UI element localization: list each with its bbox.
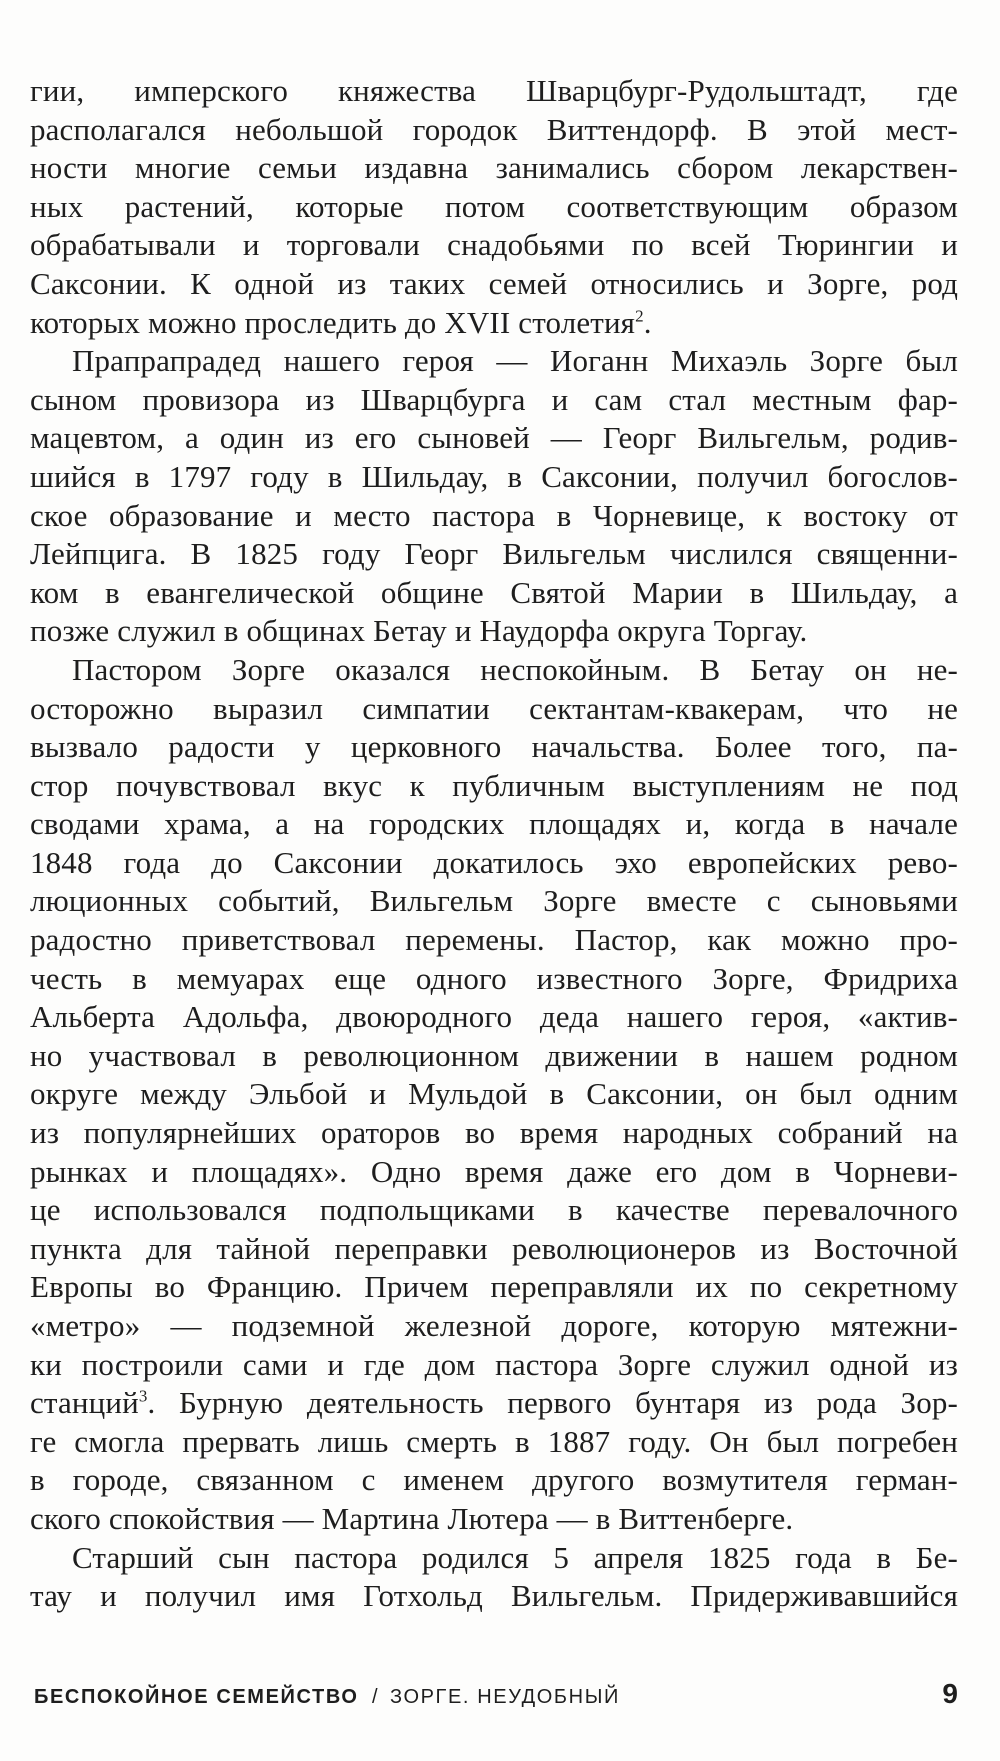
footnote-ref[interactable]: 2 <box>635 306 644 326</box>
text-line: гии, имперского княжества Шварцбург-Рудольштадт, где <box>30 73 958 108</box>
text-line: ных растений, которые потом соответствующим образом <box>30 188 958 224</box>
text-line: округе между Эльбой и Мульдой в Саксонии, он был одним <box>30 1076 958 1112</box>
text-line: позже служил в общинах Бетау и Наудорфа округа Торгау. <box>30 613 808 649</box>
footer-separator: / <box>372 1686 380 1708</box>
text-line: Пастором Зорге оказался неспокойным. В Бетау он не- <box>72 651 958 687</box>
text-line-tail: . Бурную деятельность первого бунтаря из рода Зор- <box>147 1385 958 1421</box>
text-line: Саксонии. К одной из таких семей относились и Зорге, род <box>30 265 958 301</box>
paragraph-1 <box>30 72 958 342</box>
text-line: Лейпцига. В 1825 году Георг Вильгельм числился священни- <box>30 536 958 572</box>
text-line <box>30 304 958 343</box>
text-line: радостно приветствовал перемены. Пастор, как можно про- <box>30 922 958 958</box>
text-line: вызвало радости у церковного начальства. Более того, па- <box>30 729 958 765</box>
text-line: из популярнейших ораторов во время народных собраний на <box>30 1115 958 1151</box>
text-line: ности многие семьи издавна занимались сбором лекарствен- <box>30 150 958 186</box>
text-line: «метро» — подземной железной дороге, которую мятежни- <box>30 1308 958 1343</box>
text-line <box>30 1384 958 1423</box>
page-body-text <box>30 72 958 1616</box>
paragraph-4 <box>30 1539 958 1616</box>
text-line: тау и получил имя Готхольд Вильгельм. Придерживавшийся <box>30 1578 958 1614</box>
text-line: сыном провизора из Шварцбурга и сам стал местным фар- <box>30 381 958 417</box>
text-line-tail: . <box>643 304 652 340</box>
text-line: це использовался подпольщиками в качестве перевалочного <box>30 1192 958 1228</box>
footnote-ref[interactable]: 3 <box>138 1386 148 1406</box>
paragraph-3 <box>30 651 958 1539</box>
text-line: шийся в 1797 году в Шильдау, в Саксонии, получил богослов- <box>30 458 958 494</box>
paragraph-2 <box>30 342 958 651</box>
text-line: ского спокойствия — Мартина Лютера — в Виттенберге. <box>30 1500 794 1536</box>
text-line: но участвовал в революционном движении в нашем родном <box>30 1037 958 1073</box>
text-line: честь в мемуарах еще одного известного Зорге, Фридриха <box>30 960 958 996</box>
text-line: пункта для тайной переправки революционеров из Восточной <box>30 1230 958 1266</box>
text-line: обрабатывали и торговали снадобьями по всей Тюрингии и <box>30 227 958 263</box>
text-line: ком в евангелической общине Святой Марии в Шильдау, а <box>30 574 958 610</box>
running-book-title: ЗОРГЕ. НЕУДОБНЫЙ <box>390 1686 620 1708</box>
text-line: мацевтом, а один из его сыновей — Георг Вильгельм, родив- <box>30 420 958 456</box>
text-line: осторожно выразил симпатии сектантам-квакерам, что не <box>30 690 958 726</box>
text-line: располагался небольшой городок Виттендорф. В этой мест- <box>30 111 958 147</box>
text-line-content: станций <box>30 1385 139 1421</box>
text-line-content: которых можно проследить до XVII столетия <box>30 304 636 340</box>
text-line: люционных событий, Вильгельм Зорге вместе с сыновьями <box>30 883 958 919</box>
text-line: рынках и площадях». Одно время даже его дом в Чорневи- <box>30 1153 958 1189</box>
page-footer <box>34 1678 958 1718</box>
text-line: ге смогла прервать лишь смерть в 1887 году. Он был погребен <box>30 1423 958 1459</box>
text-line: ки построили сами и где дом пастора Зорге служил одной из <box>30 1346 958 1382</box>
text-line: в городе, связанном с именем другого возмутителя герман- <box>30 1462 958 1498</box>
text-line: Альберта Адольфа, двоюродного деда нашего героя, «актив- <box>30 999 958 1035</box>
text-line: стор почувствовал вкус к публичным выступлениям не под <box>30 767 958 803</box>
text-line: ское образование и место пастора в Чорневице, к востоку от <box>30 497 958 533</box>
text-line: Прапрапрадед нашего героя — Иоганн Михаэль Зорге был <box>72 343 958 379</box>
text-line: 1848 года до Саксонии докатилось эхо европейских рево- <box>30 844 958 880</box>
text-line: сводами храма, а на городских площадях и, когда в начале <box>30 806 958 842</box>
page-number: 9 <box>942 1678 958 1709</box>
text-line: Старший сын пастора родился 5 апреля 1825 года в Бе- <box>72 1539 958 1575</box>
running-section-title: БЕСПОКОЙНОЕ СЕМЕЙСТВО <box>34 1686 359 1708</box>
text-line: Европы во Францию. Причем переправляли их по секретному <box>30 1269 958 1305</box>
